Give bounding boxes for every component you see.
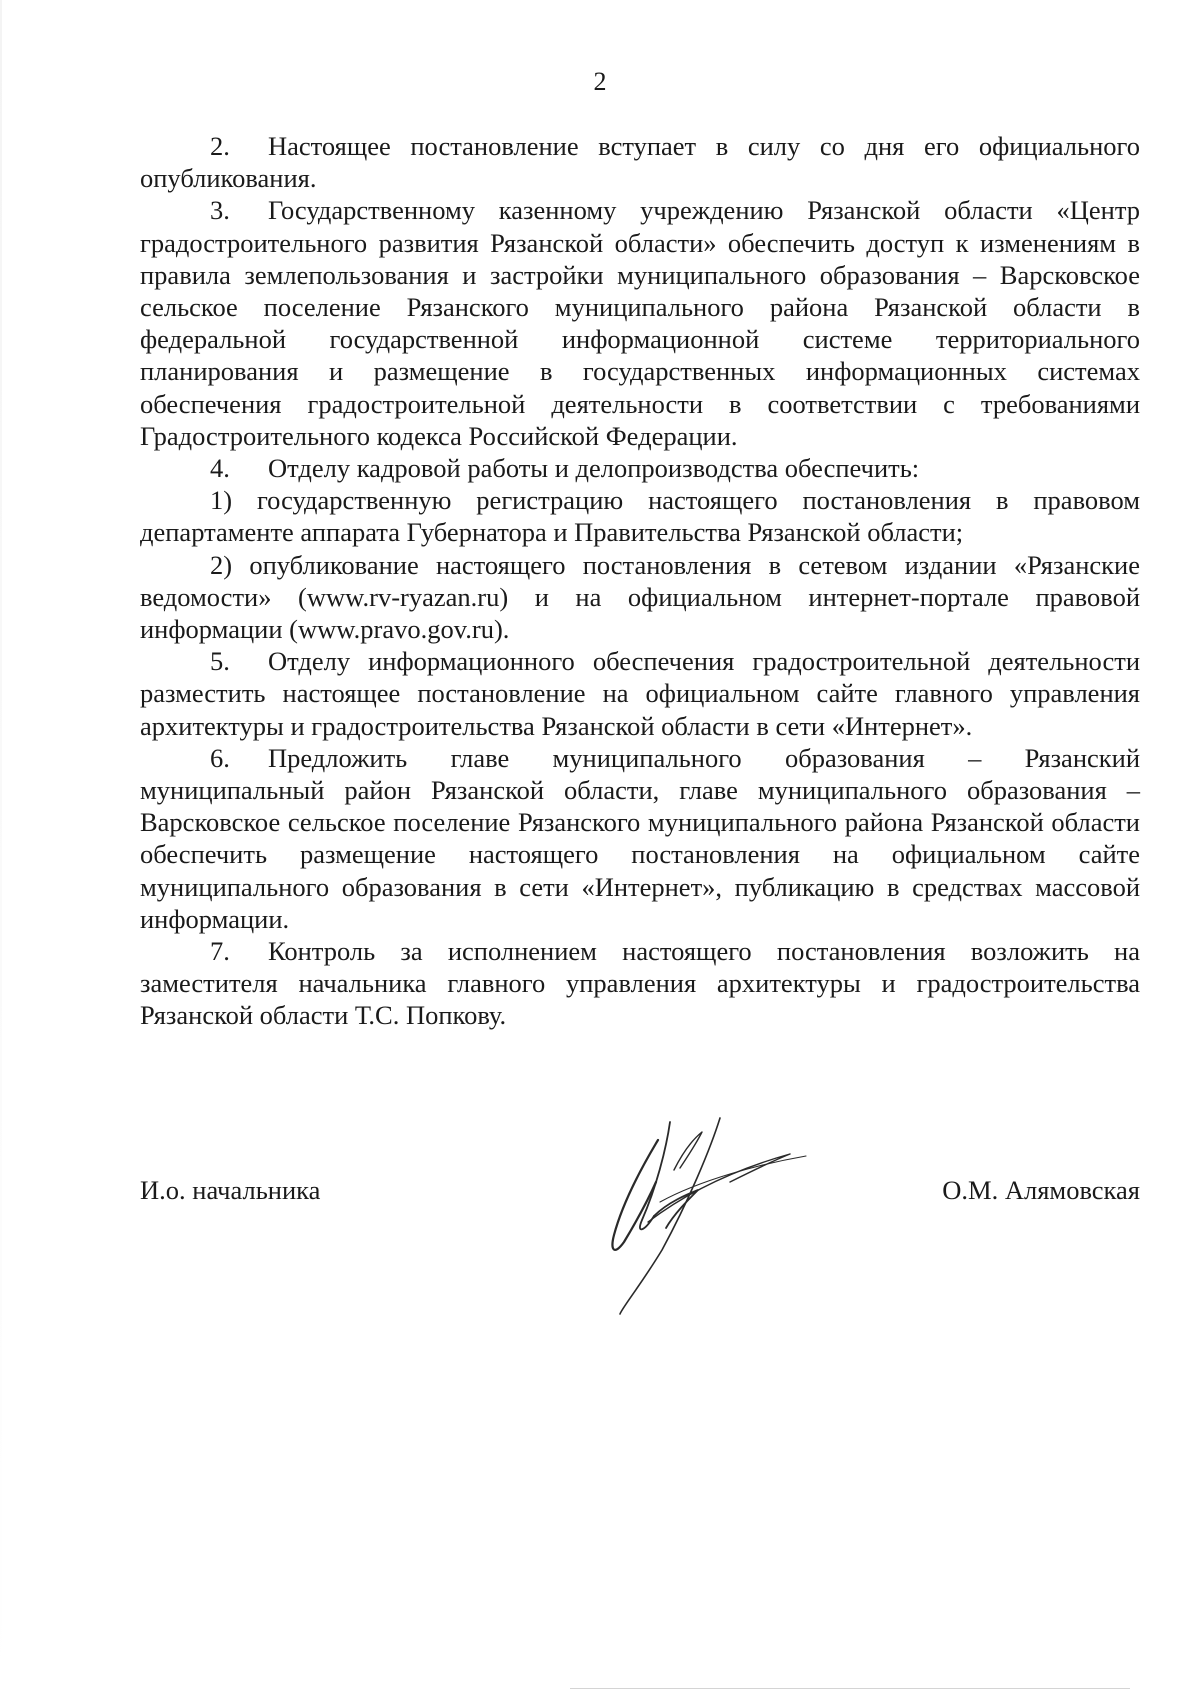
- paragraph-text: 1) государственную регистрацию настоящего постановления в правовом департаменте аппарата Губернатора и Правительства Рязанской области;: [140, 485, 1140, 548]
- paragraph-3: [140, 194, 1140, 452]
- paragraph-text: Контроль за исполнением настоящего постановления возложить на заместителя начальника главного управления архитектуры и градостроительства Рязанской области Т.С. Попкову.: [140, 936, 1140, 1031]
- signatory-name: О.М. Алямовская: [942, 1175, 1140, 1205]
- paragraph-4: [140, 452, 1140, 484]
- paragraph-text: Государственному казенному учреждению Рязанской области «Центр градостроительного развития Рязанской области» обеспечить доступ к изменениям в правила землепользования и застройки муниципального образования – Варсковское сельское поселение Рязанского муниципального района Рязанской области в федеральной государственной информационной системе территориального планирования и размещение в государственных информационных системах обеспечения градостроительной деятельности в соответствии с требованиями Градостроительного кодекса Российской Федерации.: [140, 195, 1140, 451]
- paragraph-4-item-2: [140, 549, 1140, 646]
- paragraph-text: Отделу кадровой работы и делопроизводства обеспечить:: [268, 453, 920, 484]
- paragraph-number: 5.: [210, 646, 230, 677]
- paragraph-text: 2) опубликование настоящего постановления в сетевом издании «Рязанские ведомости» (www.rv-ryazan.ru) и на официальном интернет-портале правовой информации (www.pravo.gov.ru).: [140, 549, 1140, 645]
- handwritten-signature: [570, 1110, 830, 1320]
- paragraph-text: Предложить главе муниципального образования – Рязанский муниципальный район Рязанской области, главе муниципального образования – Варсковское сельское поселение Рязанского муниципального района Рязанской области обеспечить размещение настоящего постановления на официальном сайте муниципального образования в сети «Интернет», публикацию в средствах массовой информации.: [140, 742, 1140, 934]
- paragraph-number: 2.: [210, 131, 230, 161]
- paragraph-number: 6.: [210, 742, 230, 773]
- paragraph-number: 3.: [210, 195, 230, 226]
- paragraph-5: [140, 645, 1140, 742]
- paragraph-number: 7.: [210, 936, 230, 967]
- paragraph-text: Отделу информационного обеспечения градостроительной деятельности разместить настоящее постановление на официальном сайте главного управления архитектуры и градостроительства Рязанской области в сети «Интернет».: [140, 646, 1140, 741]
- paragraph-6: [140, 742, 1140, 935]
- paragraph-2: [140, 130, 1140, 194]
- signatory-title: И.о. начальника: [140, 1175, 321, 1205]
- paragraph-text: Настоящее постановление вступает в силу со дня его официального опубликования.: [140, 131, 1140, 194]
- paragraph-number: 4.: [210, 453, 230, 484]
- scan-edge: [0, 0, 2, 1697]
- document-body: [140, 130, 1140, 1032]
- paragraph-7: [140, 935, 1140, 1032]
- page-number: 2: [593, 67, 607, 96]
- paragraph-4-item-1: [140, 484, 1140, 548]
- scan-artifact-line: [570, 1688, 1130, 1689]
